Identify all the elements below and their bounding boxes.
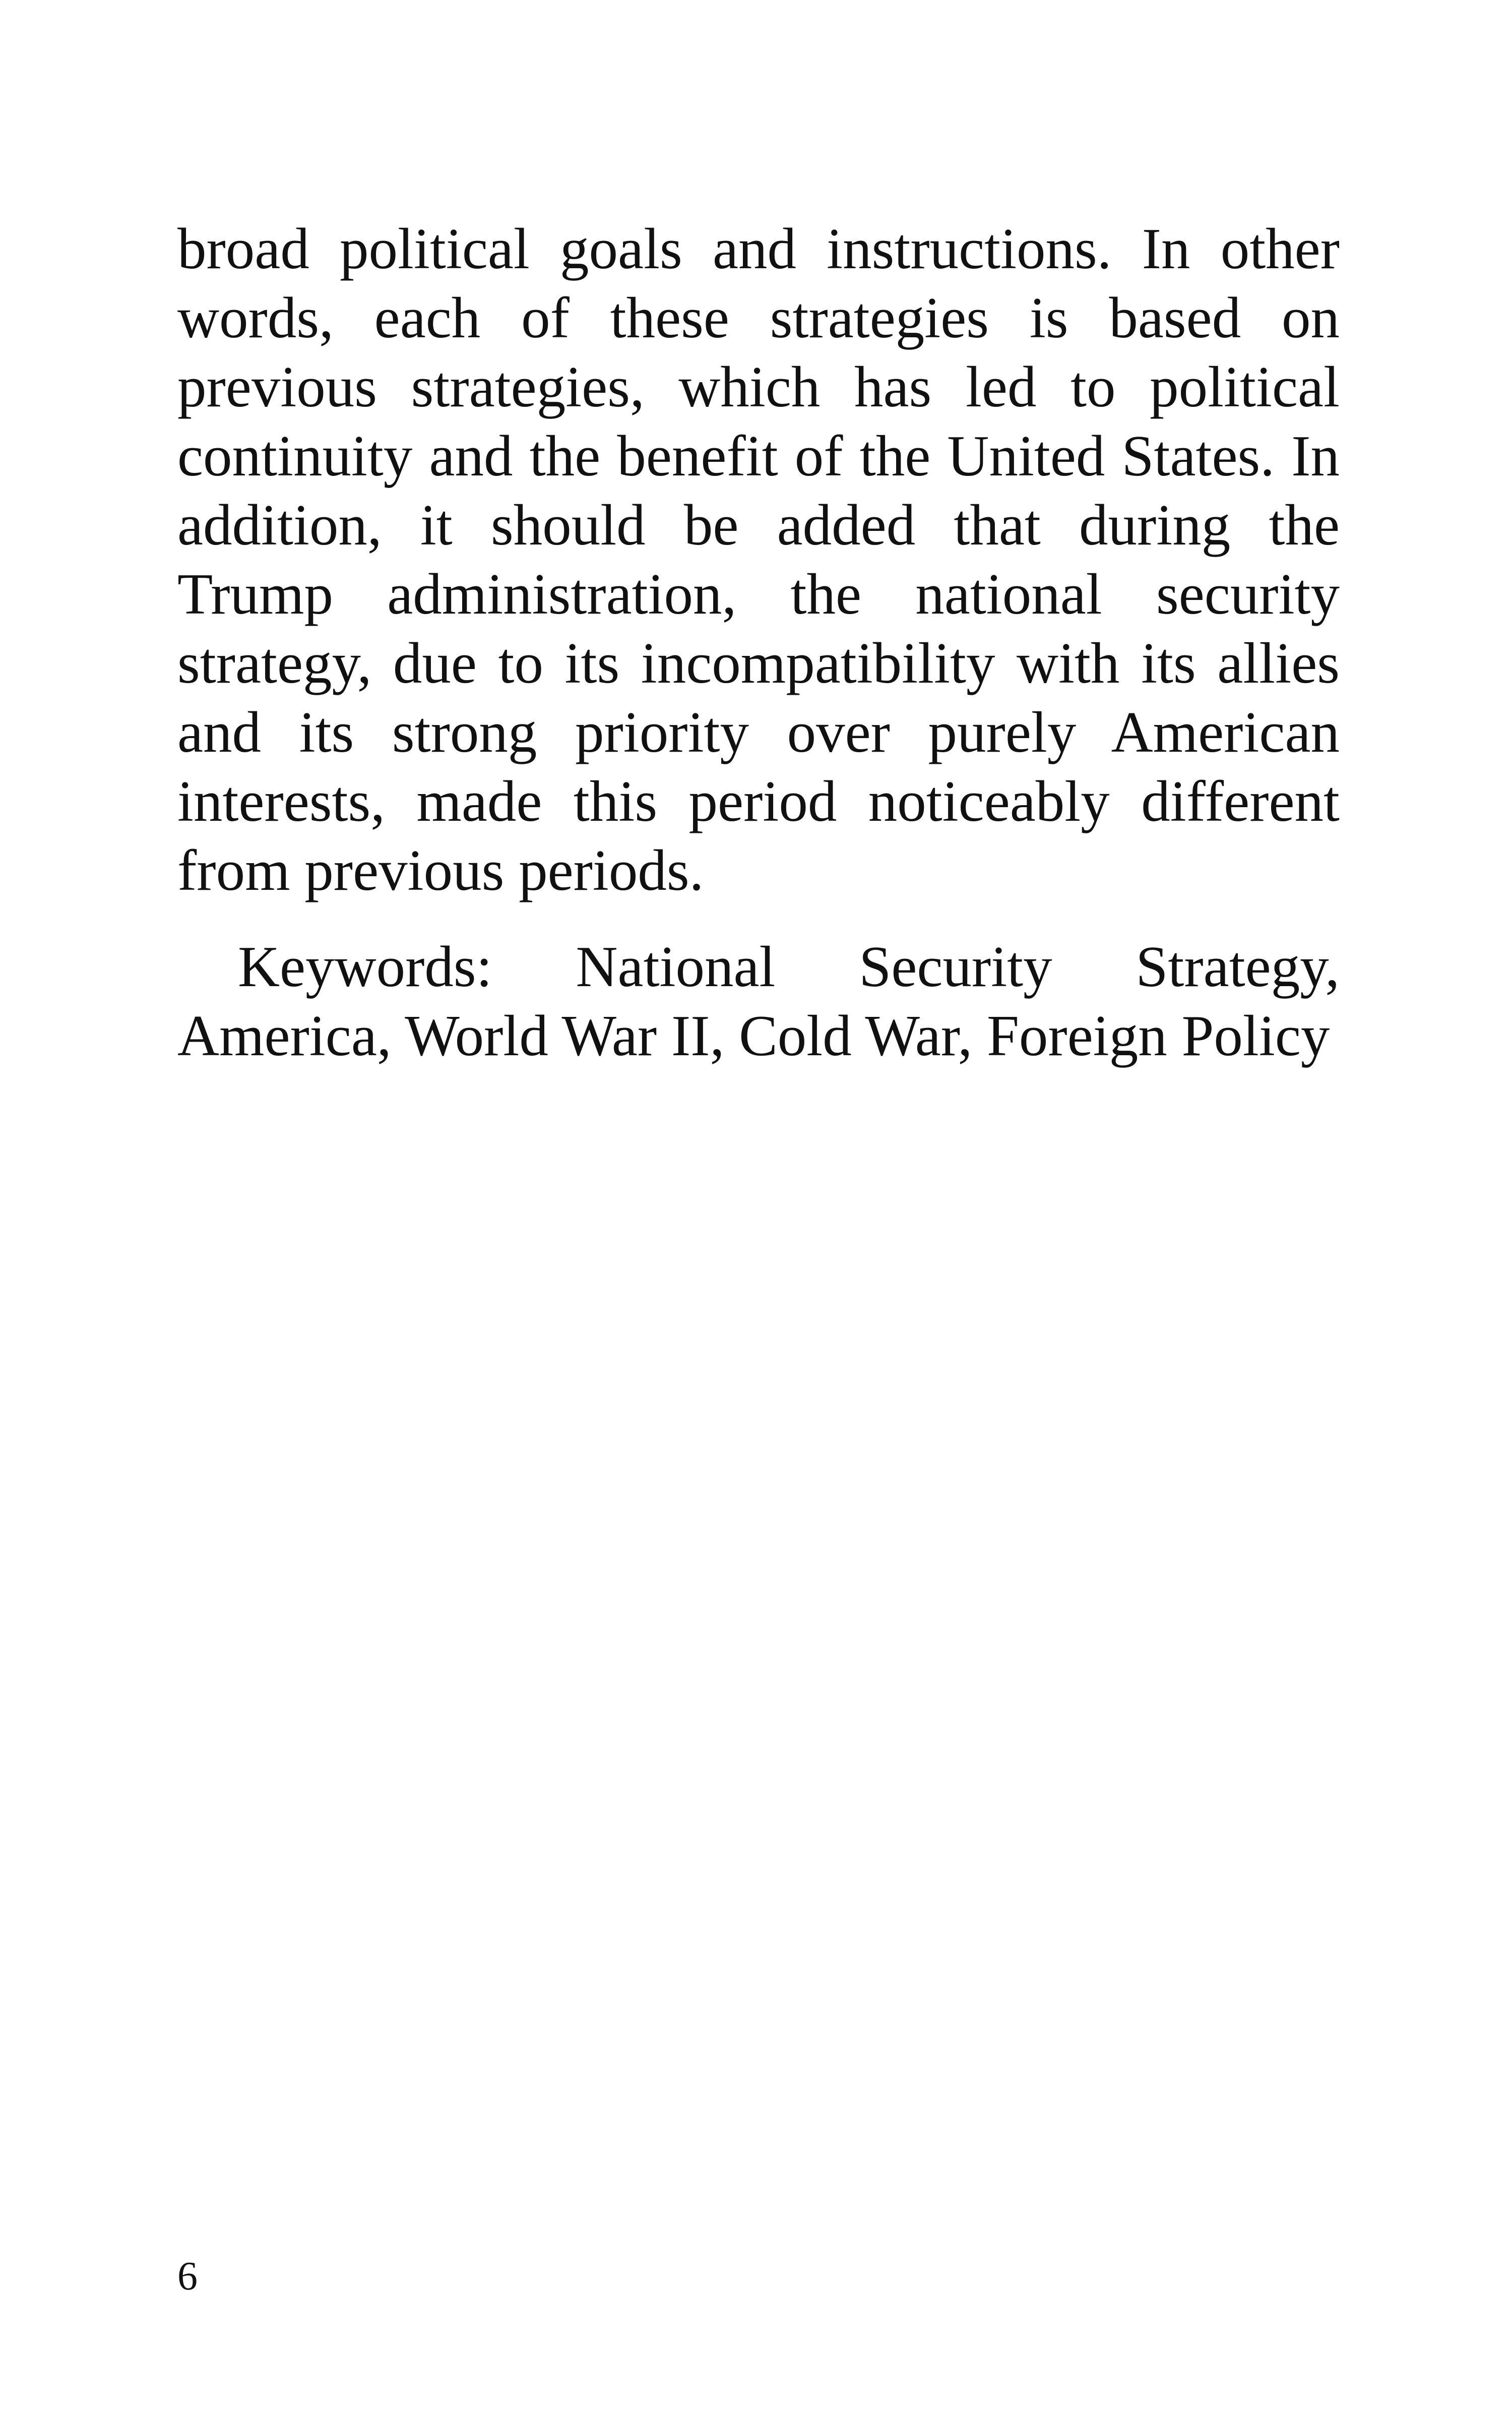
body-text <box>177 214 1340 1070</box>
paragraph-strategy-continuity: broad political goals and instructions. In other words, each of these strategies is based on previous strategies, which has led to political continuity and the benefit of the United States. In addition, it should be added that during the Trump administration, the national security strategy, due to its incompatibility with its allies and its strong priority over purely American interests, made this period noticeably different from previous periods. <box>177 217 1340 902</box>
page-number: 6 <box>177 2254 198 2298</box>
keywords-paragraph: Keywords: National Security Strategy, America, World War II, Cold War, Foreign Policy <box>177 935 1340 1068</box>
